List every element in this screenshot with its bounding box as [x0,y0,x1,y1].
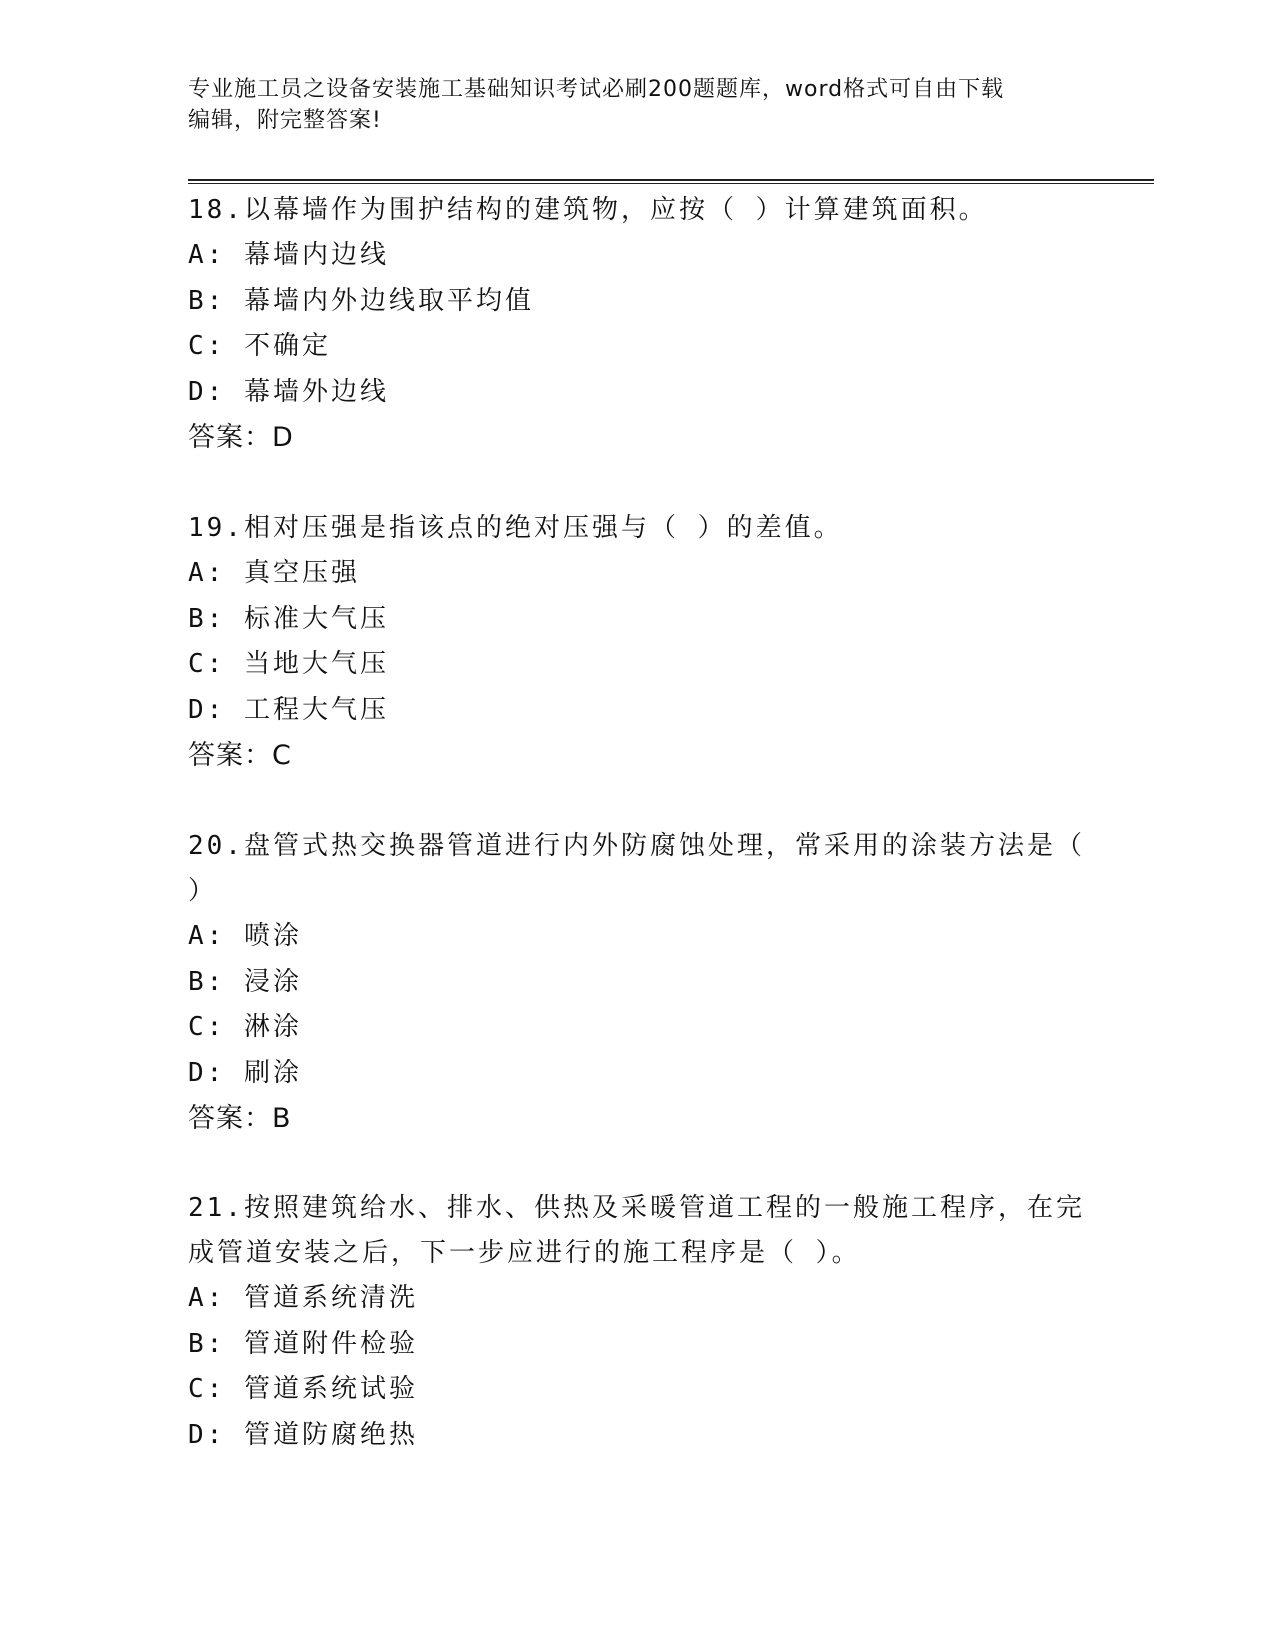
header-title-line2: 编辑，附完整答案! [188,108,382,133]
header-divider-thick [188,179,1154,181]
question-text: 21.按照建筑给水、排水、供热及采暖管道工程的一般施工程序，在完成管道安装之后，下一步应进行的施工程序是（ ）。 [188,1193,1085,1268]
option-d: D: 工程大气压 [188,694,389,725]
answer-label: 答案：D [188,422,294,453]
answer-label: 答案：B [188,1103,292,1134]
option-c: C: 当地大气压 [188,649,389,679]
header-divider-thin [188,183,1154,184]
question-text: 20.盘管式热交换器管道进行内外防腐蚀处理，常采用的涂装方法是（ ） [188,831,1085,906]
option-b: B: 幕墙内外边线取平均值 [188,285,534,316]
option-a: A: 真空压强 [188,558,360,588]
question-text: 18.以幕墙作为围护结构的建筑物，应按（ ）计算建筑面积。 [188,195,988,225]
option-b: B: 浸涂 [188,966,302,997]
option-d: D: 刷涂 [188,1057,302,1088]
option-d: D: 幕墙外边线 [188,376,389,407]
option-a: A: 幕墙内边线 [188,240,389,270]
answer-label: 答案：C [188,740,292,771]
option-d: D: 管道防腐绝热 [188,1419,418,1450]
option-c: C: 管道系统试验 [188,1374,418,1404]
option-a: A: 喷涂 [188,921,302,951]
option-c: C: 淋涂 [188,1012,302,1042]
question-block [188,188,1088,461]
option-a: A: 管道系统清洗 [188,1283,418,1313]
header-title-line1: 专业施工员之设备安装施工基础知识考试必刷200题题库，word格式可自由下载 [188,77,1005,102]
question-block [188,506,1088,779]
document-header [188,74,1068,136]
question-block [188,824,1088,1142]
option-b: B: 标准大气压 [188,603,389,634]
question-block [188,1186,1088,1458]
option-b: B: 管道附件检验 [188,1328,418,1359]
option-c: C: 不确定 [188,331,331,361]
question-text: 19.相对压强是指该点的绝对压强与（ ）的差值。 [188,513,843,543]
